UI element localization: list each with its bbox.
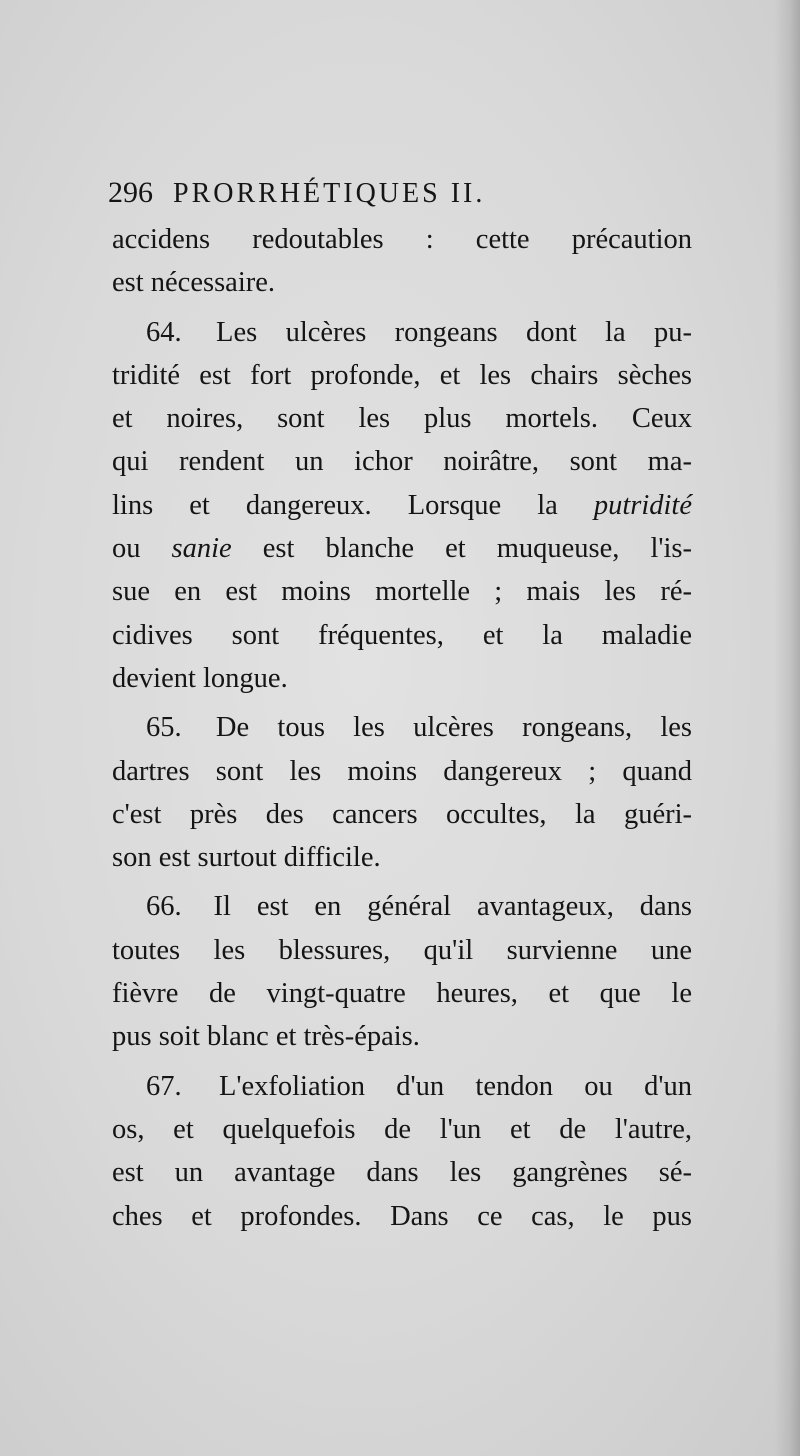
text-line	[112, 527, 692, 570]
text-line: sue en est moins mortelle ; mais les ré-	[112, 576, 692, 608]
text-line	[112, 311, 692, 354]
text-line: dartres sont les moins dangereux ; quand	[112, 755, 692, 787]
text-line: est un avantage dans les gangrènes sé-	[112, 1157, 692, 1189]
text-line: pus soit blanc et très-épais.	[112, 1021, 420, 1053]
paragraph-continuation	[112, 218, 692, 305]
paragraph-number: 64.	[146, 316, 182, 348]
text-line: c'est près des cancers occultes, la guéri-	[112, 798, 692, 830]
page-text	[108, 168, 693, 1238]
text-line: qui rendent un ichor noirâtre, sont ma-	[112, 446, 692, 478]
text-segment: est blanche et muqueuse, l'is-	[262, 533, 693, 565]
paragraph-number: 66.	[146, 891, 182, 923]
text-line: os, et quelquefois de l'un et de l'autre,	[112, 1113, 692, 1145]
paragraph-number: 67.	[146, 1070, 182, 1102]
text-line: et noires, sont les plus mortels. Ceux	[112, 403, 692, 435]
running-title: PRORRHÉTIQUES II.	[173, 178, 486, 209]
running-header	[108, 168, 692, 218]
text-line	[112, 1065, 692, 1108]
text-line: accidens redoutables : cette précaution	[112, 224, 692, 255]
text-segment: L'exfoliation d'un tendon ou d'un	[218, 1070, 692, 1102]
text-line	[112, 885, 692, 928]
italic-term: sanie	[171, 533, 232, 565]
text-line: toutes les blessures, qu'il survienne une	[112, 934, 692, 966]
text-segment: Les ulcères rongeans dont la pu-	[216, 316, 692, 348]
text-line: ches et profondes. Dans ce cas, le pus	[112, 1200, 692, 1232]
text-line: son est surtout difficile.	[112, 842, 381, 874]
text-line: tridité est fort profonde, et les chairs sèches	[112, 359, 692, 391]
text-line: fièvre de vingt-quatre heures, et que le	[112, 978, 692, 1010]
text-segment: De tous les ulcères rongeans, les	[215, 712, 693, 744]
text-line: cidives sont fréquentes, et la maladie	[112, 619, 692, 651]
page-number: 296	[108, 176, 153, 209]
paragraph-67	[112, 1065, 692, 1238]
text-segment: lins et dangereux. Lorsque la	[112, 489, 558, 521]
paragraph-number: 65.	[146, 712, 182, 744]
text-line: est nécessaire.	[112, 267, 275, 299]
text-segment: ou	[112, 533, 141, 565]
paragraph-66	[112, 885, 692, 1058]
italic-term: putridité	[593, 489, 692, 521]
paragraph-65	[112, 706, 692, 879]
page-edge-shadow	[774, 0, 800, 1456]
text-line: devient longue.	[112, 662, 288, 694]
paragraph-64	[112, 311, 692, 701]
text-line	[112, 484, 692, 527]
text-segment: Il est en général avantageux, dans	[213, 891, 692, 923]
text-line	[112, 706, 692, 749]
